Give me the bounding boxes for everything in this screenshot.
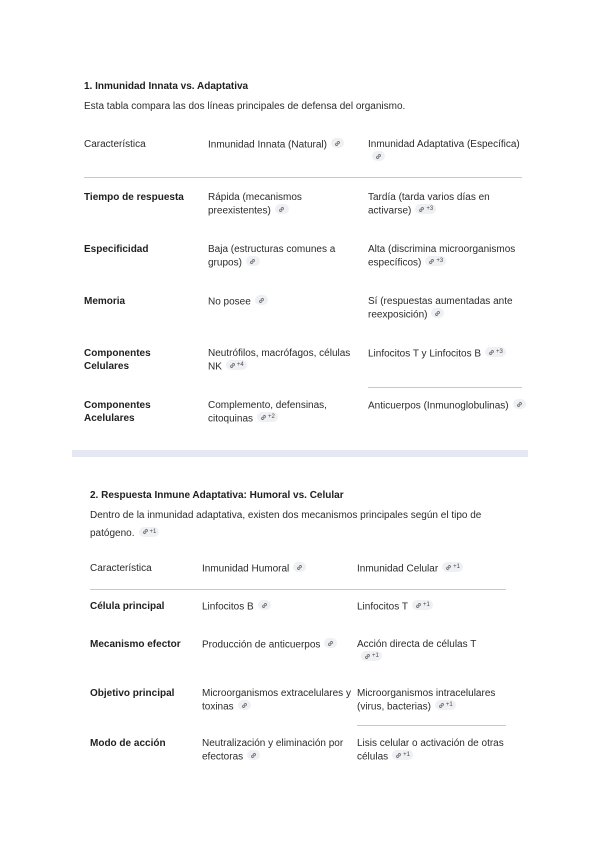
table-row-feature: Componentes Celulares (84, 348, 151, 372)
section-2-intro: Dentro de la inmunidad adaptativa, existen dos mecanismos principales según el tipo de patógeno. +1 (90, 510, 482, 539)
citation-chip[interactable]: +1 (435, 700, 456, 710)
link-icon (296, 564, 303, 571)
link-icon (142, 528, 149, 535)
link-icon (428, 258, 435, 265)
citation-chip[interactable]: +3 (415, 204, 436, 214)
citation-chip[interactable]: +1 (139, 527, 160, 537)
citation-chip[interactable]: +1 (412, 600, 433, 610)
table-row-adaptive: Alta (discrimina microorganismos específicos) +3 (368, 244, 516, 269)
table-row-innate: Complemento, defensinas, citoquinas +2 (208, 400, 327, 425)
link-icon (250, 752, 257, 759)
table-row-feature: Especificidad (84, 244, 149, 255)
table-1-row-divider (368, 387, 522, 388)
citation-chip[interactable] (331, 138, 344, 148)
table-row-cellular: Acción directa de células T +1 (357, 639, 477, 659)
section-2-title: 2. Respuesta Inmune Adaptativa: Humoral vs. Celular (90, 490, 344, 501)
citation-chip[interactable] (372, 151, 385, 161)
section-1-title: 1. Inmunidad Innata vs. Adaptativa (84, 81, 249, 92)
table-row-adaptive: Anticuerpos (Inmunoglobulinas) (368, 399, 528, 413)
table-2-header-humoral: Inmunidad Humoral (202, 562, 352, 576)
table-row-cellular: Lisis celular o activación de otras células +1 (357, 738, 504, 763)
link-icon (418, 206, 425, 213)
citation-chip[interactable] (293, 562, 306, 572)
link-icon (395, 752, 402, 759)
link-icon (434, 310, 441, 317)
link-icon (364, 653, 371, 660)
table-row-humoral: Microorganismos extracelulares y toxinas (202, 688, 351, 713)
table-2-header-divider (90, 589, 506, 590)
table-row-humoral: Linfocitos B (202, 600, 352, 614)
table-row-feature: Objetivo principal (90, 688, 175, 699)
link-icon (375, 153, 382, 160)
citation-chip[interactable] (275, 204, 289, 214)
table-row-feature: Modo de acción (90, 738, 166, 749)
table-row-adaptive: Linfocitos T y Linfocitos B +3 (368, 347, 524, 361)
citation-chip[interactable] (247, 750, 260, 760)
table-row-cellular: Microorganismos intracelulares (virus, bacterias) +1 (357, 688, 496, 713)
citation-chip[interactable] (324, 638, 337, 648)
citation-chip[interactable] (246, 256, 260, 266)
table-1-header-divider (84, 177, 522, 178)
link-icon (260, 414, 267, 421)
table-row-humoral: Neutralización y eliminación por efectoras (202, 738, 344, 763)
table-row-feature: Componentes Acelulares (84, 400, 151, 424)
link-icon (327, 640, 334, 647)
link-icon (334, 140, 341, 147)
table-2-header-feature: Característica (90, 563, 152, 574)
citation-chip[interactable] (258, 600, 271, 610)
citation-chip[interactable]: +3 (485, 347, 506, 357)
link-icon (229, 362, 236, 369)
link-icon (278, 206, 285, 213)
citation-chip[interactable] (238, 700, 251, 710)
table-row-humoral: Producción de anticuerpos (202, 638, 352, 652)
link-icon (438, 702, 445, 709)
table-1-header-adaptive: Inmunidad Adaptativa (Específica) (368, 138, 524, 165)
table-row-adaptive: Tardía (tarda varios días en activarse) +3 (368, 192, 490, 217)
table-row-feature: Mecanismo efector (90, 639, 181, 650)
citation-chip[interactable]: +1 (442, 562, 463, 572)
table-row-feature: Célula principal (90, 601, 165, 612)
link-icon (241, 702, 248, 709)
table-2-header-cellular: Inmunidad Celular +1 (357, 562, 507, 576)
table-row-innate: Rápida (mecanismos preexistentes) (208, 192, 302, 217)
citation-chip[interactable] (513, 399, 526, 409)
table-1-header-feature: Característica (84, 139, 146, 150)
citation-chip[interactable]: +3 (425, 256, 446, 266)
citation-chip[interactable] (255, 295, 268, 305)
table-row-cellular: Linfocitos T +1 (357, 600, 507, 614)
table-row-feature: Memoria (84, 296, 126, 307)
table-row-adaptive: Sí (respuestas aumentadas ante reexposición) (368, 296, 513, 321)
link-icon (249, 258, 256, 265)
table-row-innate: Baja (estructuras comunes a grupos) (208, 244, 336, 269)
link-icon (516, 401, 523, 408)
citation-chip[interactable] (431, 308, 444, 318)
table-row-innate: Neutrófilos, macrófagos, células NK +4 (208, 348, 351, 373)
link-icon (488, 349, 495, 356)
table-row-innate: No posee (208, 295, 353, 309)
citation-chip[interactable]: +4 (226, 360, 247, 370)
link-icon (445, 564, 452, 571)
citation-chip[interactable]: +1 (392, 750, 413, 760)
table-2-row-divider (357, 725, 506, 726)
link-icon (258, 297, 265, 304)
link-icon (415, 602, 422, 609)
section-1-intro: Esta tabla compara las dos líneas principales de defensa del organismo. (84, 101, 406, 112)
link-icon (261, 602, 268, 609)
citation-chip[interactable]: +1 (361, 651, 382, 661)
table-1-header-innate: Inmunidad Innata (Natural) (208, 138, 363, 152)
table-row-feature: Tiempo de respuesta (84, 192, 184, 203)
citation-chip[interactable]: +2 (257, 412, 278, 422)
